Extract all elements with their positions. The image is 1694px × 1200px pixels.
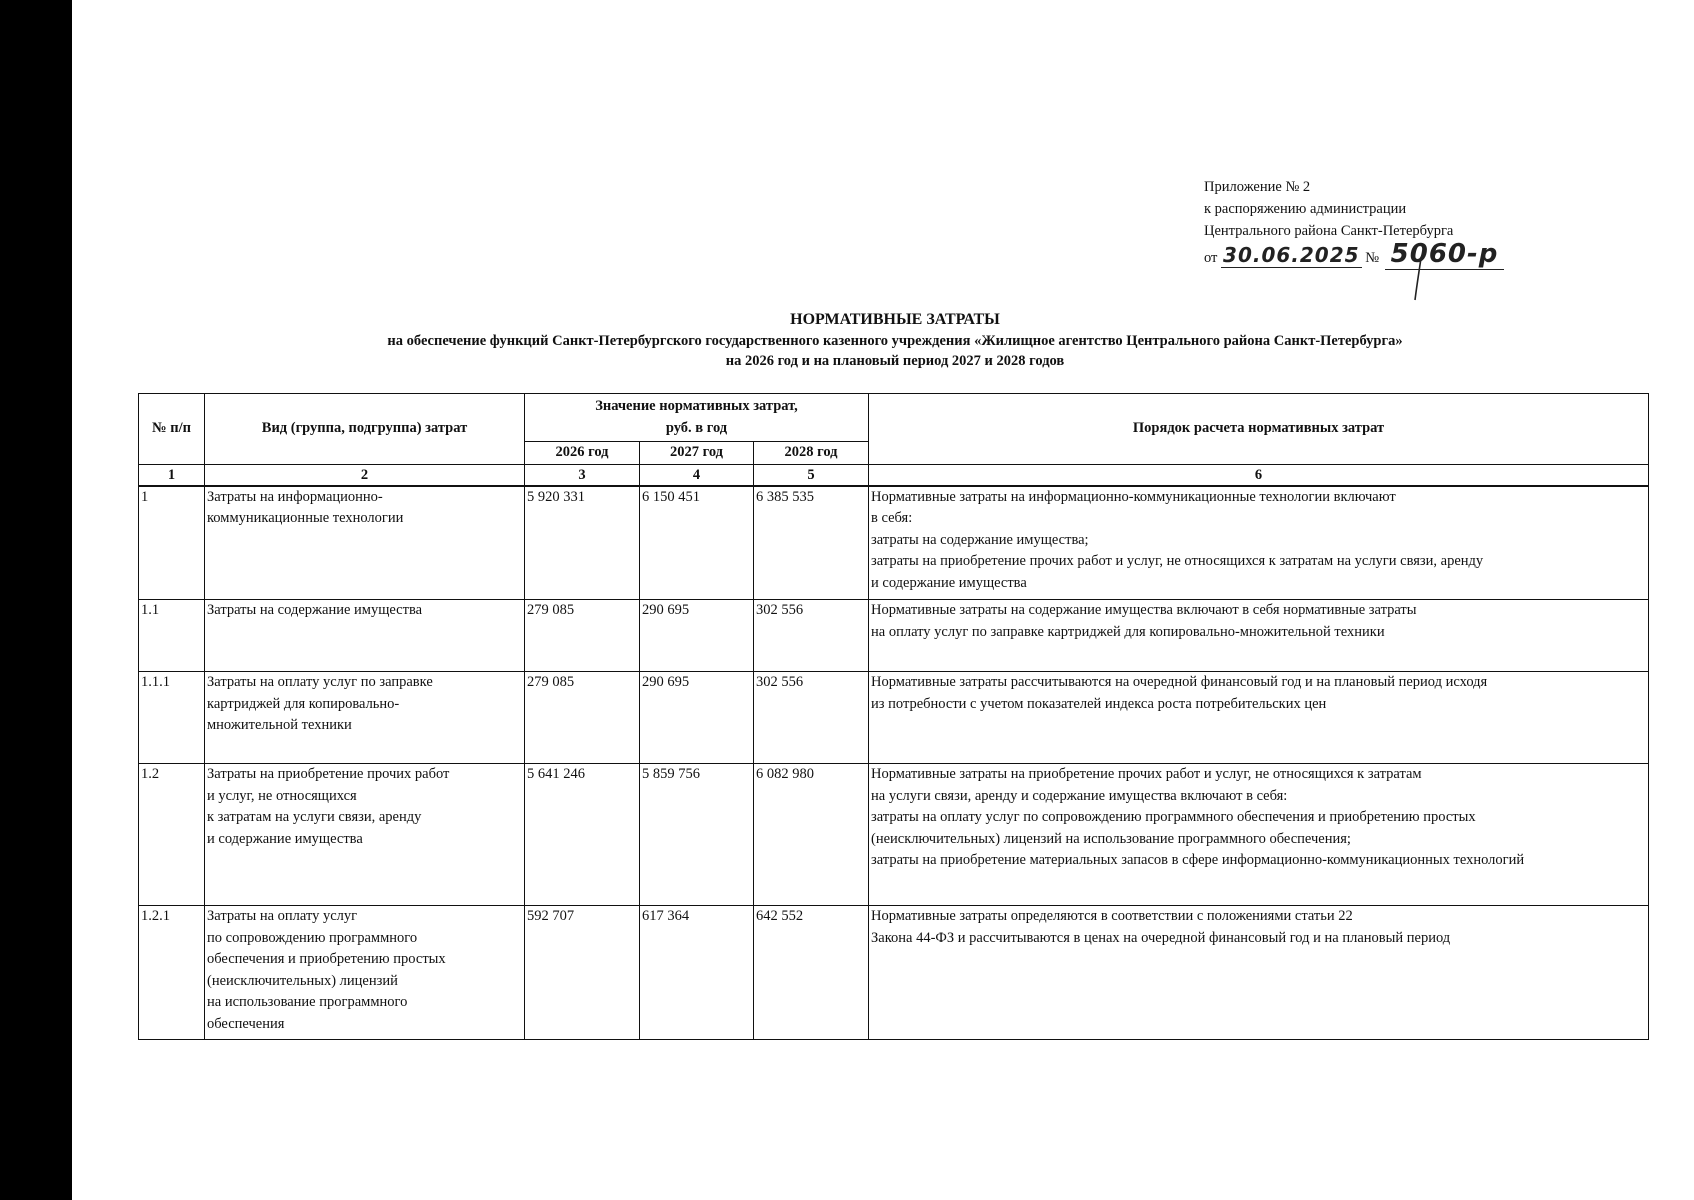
row-method-line: Нормативные затраты на приобретение прочих работ и услуг, не относящихся к затратам [871, 766, 1422, 782]
row-type-line: Затраты на оплату услуг по заправке [207, 674, 433, 690]
row-value-2027: 290 695 [640, 600, 754, 672]
row-method-line: Нормативные затраты определяются в соответствии с положениями статьи 22 [871, 908, 1353, 924]
row-value-2026: 279 085 [525, 600, 640, 672]
row-num: 1.1 [139, 600, 205, 672]
row-method-line: Нормативные затраты на информационно-коммуникационные технологии включают [871, 488, 1396, 505]
row-type-line: к затратам на услуги связи, аренду [207, 809, 422, 825]
handwritten-date: 30.06.2025 [1223, 243, 1360, 267]
row-value-2026: 5 920 331 [525, 486, 640, 600]
table-row [139, 906, 1649, 1040]
row-method-line: затраты на приобретение прочих работ и услуг, не относящихся к затратам на услуги связи, аренду [871, 553, 1484, 569]
row-type-line: Затраты на оплату услуг [207, 908, 358, 924]
col-number: 4 [640, 464, 754, 486]
row-type-line: по сопровождению программного [207, 929, 418, 946]
col-number: 2 [205, 464, 525, 486]
row-type-line: множительной техники [207, 717, 352, 733]
row-num: 1.1.1 [139, 672, 205, 764]
row-type-line: и услуг, не относящихся [207, 787, 357, 804]
row-type-line: и содержание имущества [207, 830, 363, 847]
row-value-2028: 302 556 [754, 600, 869, 672]
row-method [869, 906, 1649, 1040]
col-number: 6 [869, 464, 1649, 486]
row-value-2027: 617 364 [640, 906, 754, 1040]
row-method [869, 672, 1649, 764]
row-value-2027: 5 859 756 [640, 764, 754, 906]
row-type-line: (неисключительных) лицензий [207, 972, 398, 989]
header-value [525, 394, 869, 442]
header-value-line2: руб. в год [665, 419, 728, 436]
row-type-line: картриджей для копировально- [207, 695, 400, 712]
row-method-line: Нормативные затраты рассчитываются на очередной финансовый год и на плановый период исходя [871, 674, 1488, 690]
row-value-2026: 5 641 246 [525, 764, 640, 906]
row-value-2028: 642 552 [754, 906, 869, 1040]
document-title [140, 309, 1650, 371]
row-type-line: Затраты на приобретение прочих работ [207, 766, 450, 782]
row-value-2028: 6 082 980 [754, 764, 869, 906]
row-method-line: затраты на приобретение материальных запасов в сфере информационно-коммуникационных технологий [871, 852, 1525, 868]
row-type [205, 600, 525, 672]
col-number: 1 [139, 464, 205, 486]
row-type-line: коммуникационные технологии [207, 510, 404, 526]
appendix-order-ref: к распоряжению администрации [1204, 201, 1407, 217]
cost-table [138, 393, 1649, 1040]
appendix-date-number-line [1204, 239, 1504, 269]
appendix-district: Центрального района Санкт-Петербурга [1204, 223, 1454, 239]
col-number: 3 [525, 464, 640, 486]
col-number: 5 [754, 464, 869, 486]
header-row [139, 394, 1649, 442]
row-value-2028: 302 556 [754, 672, 869, 764]
title-subtitle-2: на 2026 год и на плановый период 2027 и 2028 годов [725, 353, 1065, 369]
column-number-row [139, 464, 1649, 486]
table-row [139, 486, 1649, 600]
table-row [139, 672, 1649, 764]
row-method-line: на оплату услуг по заправке картриджей для копировально-множительной техники [871, 623, 1385, 640]
row-type-line: Затраты на содержание имущества [207, 602, 423, 618]
handwritten-stroke [1413, 258, 1423, 302]
scan-black-edge [0, 0, 72, 1200]
row-method [869, 600, 1649, 672]
row-num: 1.2.1 [139, 906, 205, 1040]
row-method-line: на услуги связи, аренду и содержание имущества включают в себя: [871, 787, 1288, 804]
header-num: № п/п [139, 394, 205, 465]
row-method-line: в себя: [871, 510, 913, 526]
row-method [869, 764, 1649, 906]
header-value-line1: Значение нормативных затрат, [595, 398, 798, 414]
header-year-2027: 2027 год [640, 442, 754, 465]
row-method-line: Нормативные затраты на содержание имущества включают в себя нормативные затраты [871, 602, 1417, 618]
title-subtitle-1: на обеспечение функций Санкт-Петербургского государственного казенного учреждения «Жилищное агентство Центрального района Санкт-Петербурга» [387, 333, 1403, 349]
handwritten-number: 5060-р [1385, 239, 1505, 270]
number-prefix: № [1365, 250, 1380, 266]
row-type [205, 486, 525, 600]
header-year-2026: 2026 год [525, 442, 640, 465]
row-value-2028: 6 385 535 [754, 486, 869, 600]
row-type [205, 672, 525, 764]
appendix-header [1204, 176, 1504, 269]
header-method: Порядок расчета нормативных затрат [869, 394, 1649, 465]
table-row [139, 600, 1649, 672]
row-method-line: затраты на оплату услуг по сопровождению программного обеспечения и приобретению простых [871, 809, 1476, 825]
row-method [869, 486, 1649, 600]
row-method-line: затраты на содержание имущества; [871, 531, 1089, 548]
row-method-line: (неисключительных) лицензий на использование программного обеспечения; [871, 830, 1351, 847]
row-value-2027: 6 150 451 [640, 486, 754, 600]
table-row [139, 764, 1649, 906]
row-type [205, 906, 525, 1040]
row-type-line: на использование программного [207, 994, 408, 1010]
row-method-line: и содержание имущества [871, 574, 1027, 591]
row-value-2027: 290 695 [640, 672, 754, 764]
header-year-2028: 2028 год [754, 442, 869, 465]
row-num: 1.2 [139, 764, 205, 906]
row-num: 1 [139, 486, 205, 600]
row-value-2026: 279 085 [525, 672, 640, 764]
row-type-line: обеспечения и приобретению простых [207, 951, 446, 967]
appendix-number: Приложение № 2 [1204, 179, 1311, 195]
title-main: НОРМАТИВНЫЕ ЗАТРАТЫ [790, 311, 1000, 328]
row-type-line: обеспечения [207, 1015, 285, 1032]
row-value-2026: 592 707 [525, 906, 640, 1040]
header-type: Вид (группа, подгруппа) затрат [205, 394, 525, 465]
row-type [205, 764, 525, 906]
row-method-line: из потребности с учетом показателей индекса роста потребительских цен [871, 695, 1327, 712]
row-method-line: Закона 44-ФЗ и рассчитываются в ценах на очередной финансовый год и на плановый период [871, 929, 1451, 946]
date-prefix: от [1204, 250, 1218, 266]
row-type-line: Затраты на информационно- [207, 488, 383, 505]
